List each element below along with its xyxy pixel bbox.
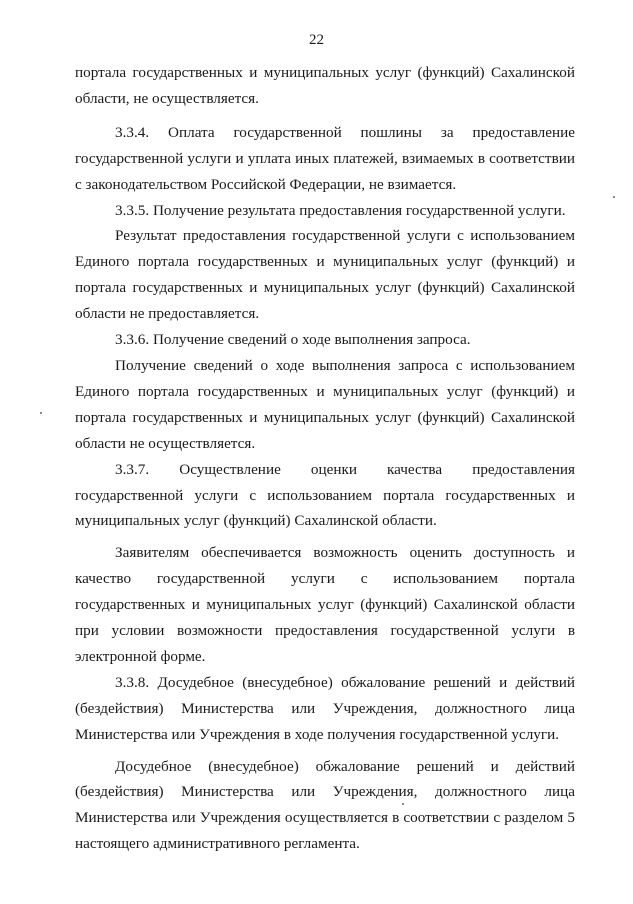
page-number: 22 — [309, 32, 324, 48]
scan-speck — [402, 803, 404, 805]
paragraph-3-3-7-heading: 3.3.7. Осуществление оценки качества предоставления государственной услуги с использованием портала государственных и муниципальных услуг (функций) Сахалинской области. — [75, 460, 575, 530]
paragraph-3-3-5-body: Результат предоставления государственной услуги с использованием Единого портала государственных и муниципальных услуг (функций) и портала государственных и муниципальных услуг (функций) Сахалинской области не предоставляется. — [75, 227, 575, 323]
scan-speck — [613, 196, 615, 198]
paragraph-3-3-8-heading: 3.3.8. Досудебное (внесудебное) обжалование решений и действий (бездействия) Министерства или Учреждения, должностного лица Министерства или Учреждения в ходе получения государственной услуги. — [75, 673, 575, 743]
document-body — [75, 60, 575, 857]
paragraph-3-3-7-body: Заявителям обеспечивается возможность оценить доступность и качество государственной услуги с использованием портала государственных и муниципальных услуг (функций) Сахалинской области при условии возможности предоставления государственной услуги в электронной форме. — [75, 544, 575, 665]
paragraph-3-3-5-heading: 3.3.5. Получение результата предоставления государственной услуги. — [115, 201, 566, 219]
paragraph-3-3-4: 3.3.4. Оплата государственной пошлины за предоставление государственной услуги и уплата иных платежей, взимаемых в соответствии с законодательством Российской Федерации, не взимается. — [75, 123, 575, 193]
paragraph-continuation: портала государственных и муниципальных услуг (функций) Сахалинской области, не осуществляется. — [75, 64, 575, 107]
paragraph-3-3-6-heading: 3.3.6. Получение сведений о ходе выполнения запроса. — [115, 331, 471, 349]
scan-speck — [40, 412, 42, 414]
paragraph-3-3-6-body: Получение сведений о ходе выполнения запроса с использованием Единого портала государственных и муниципальных услуг (функций) и портала государственных и муниципальных услуг (функций) Сахалинской области не осуществляется. — [75, 356, 575, 452]
paragraph-3-3-8-body: Досудебное (внесудебное) обжалование решений и действий (бездействия) Министерства или Учреждения, должностного лица Министерства или Учреждения осуществляется в соответствии с разделом 5 настоящего административного регламента. — [75, 757, 575, 853]
